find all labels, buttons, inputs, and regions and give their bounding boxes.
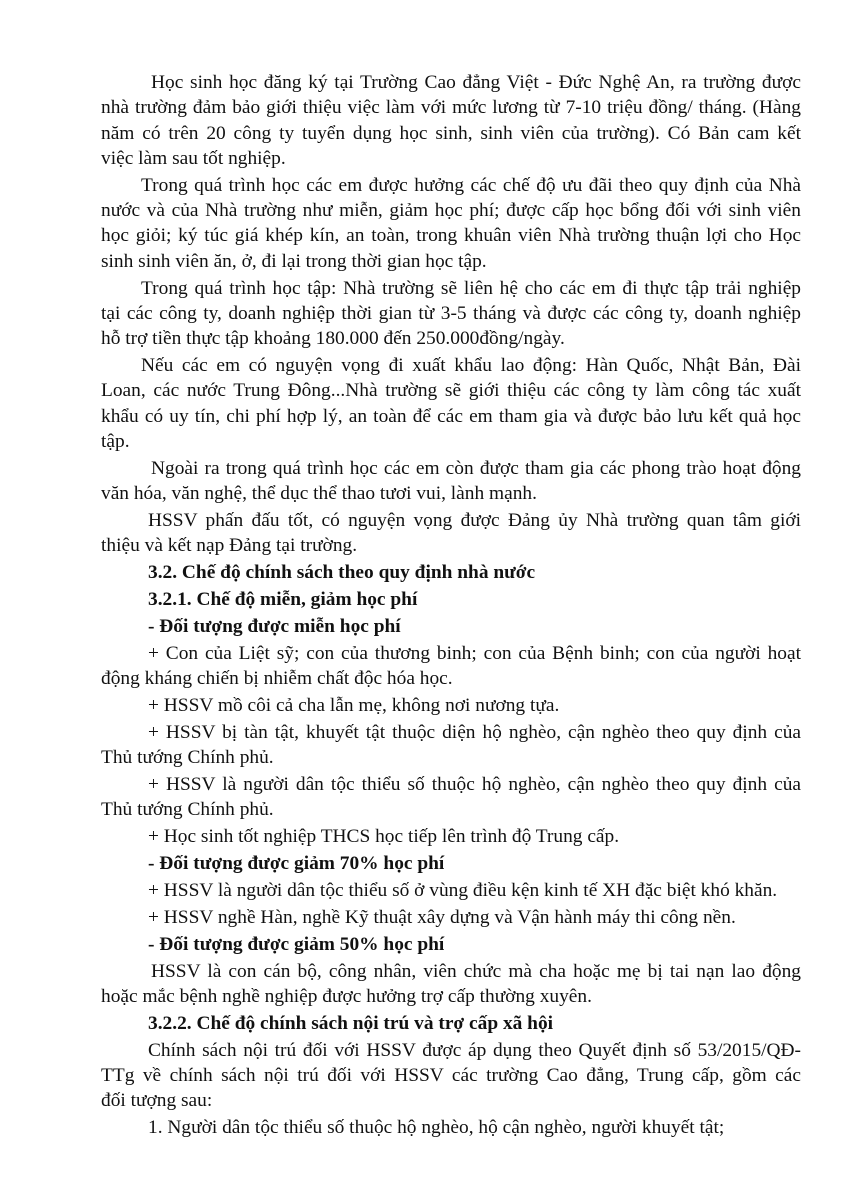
paragraph [101,693,801,718]
text-line: năm có trên 20 công ty tuyển dụng học sinh, sinh viên của trường). Có Bản cam kết [101,122,801,144]
paragraph [101,824,801,849]
text-line: + Học sinh tốt nghiệp THCS học tiếp lên trình độ Trung cấp. [148,826,620,848]
text-line: hỗ trợ tiền thực tập khoảng 180.000 đến 250.000đồng/ngày. [101,328,565,350]
text-line: + HSSV mồ côi cả cha lẫn mẹ, không nơi nương tựa. [148,695,560,717]
section-heading [101,1011,801,1036]
text-line: việc làm sau tốt nghiệp. [101,147,286,169]
text-line: 3.2.2. Chế độ chính sách nội trú và trợ cấp xã hội [148,1012,554,1034]
text-line: khẩu có uy tín, chi phí hợp lý, an toàn để các em tham gia và được bảo lưu kết quả học [101,405,801,427]
text-line: Chính sách nội trú đối với HSSV được áp dụng theo Quyết định số 53/2015/QĐ- [148,1039,801,1061]
text-line: Loan, các nước Trung Đông...Nhà trường sẽ giới thiệu các công ty làm công tác xuất [101,380,801,402]
text-line: hoặc mắc bệnh nghề nghiệp được hưởng trợ cấp thường xuyên. [101,986,592,1008]
text-line: TTg về chính sách nội trú đối với HSSV các trường Cao đẳng, Trung cấp, gồm các [101,1065,801,1087]
paragraph [101,508,801,559]
section-heading [101,614,801,639]
text-line: tại các công ty, doanh nghiệp thời gian từ 3-5 tháng và được các công ty, doanh nghiệp [101,302,801,324]
section-heading [101,851,801,876]
paragraph [101,353,801,454]
paragraph [101,173,801,274]
text-line: Ngoài ra trong quá trình học các em còn được tham gia các phong trào hoạt động [151,457,801,479]
section-heading [101,560,801,585]
paragraph [101,1115,801,1140]
paragraph [101,772,801,823]
text-line: nước và của Nhà trường như miễn, giảm học phí; được cấp học bổng đối với sinh viên [101,200,801,222]
paragraph [101,456,801,507]
text-line: đối tượng sau: [101,1090,213,1112]
text-line: Thủ tướng Chính phủ. [101,747,274,769]
text-line: - Đối tượng được giảm 50% học phí [148,933,445,955]
text-line: tập. [101,430,130,452]
text-line: + HSSV là người dân tộc thiểu số thuộc hộ nghèo, cận nghèo theo quy định của [148,774,801,796]
paragraph [101,878,801,903]
text-line: Trong quá trình học các em được hưởng các chế độ ưu đãi theo quy định của Nhà [141,174,801,196]
text-line: 1. Người dân tộc thiểu số thuộc hộ nghèo, hộ cận nghèo, người khuyết tật; [148,1117,725,1139]
paragraph [101,720,801,771]
text-line: + HSSV nghề Hàn, nghề Kỹ thuật xây dựng và Vận hành máy thi công nền. [148,907,736,928]
text-line: thiệu và kết nạp Đảng tại trường. [101,535,358,557]
text-line: + HSSV bị tàn tật, khuyết tật thuộc diện hộ nghèo, cận nghèo theo quy định của [148,721,801,743]
text-line: - Đối tượng được miễn học phí [148,615,401,637]
text-line: 3.2. Chế độ chính sách theo quy định nhà nước [148,562,536,584]
paragraph [101,276,801,352]
document-page [101,70,801,1142]
text-line: sinh sinh viên ăn, ở, đi lại trong thời gian học tập. [101,250,487,272]
section-heading [101,932,801,957]
paragraph [101,905,801,930]
paragraph [101,959,801,1010]
text-line: Nếu các em có nguyện vọng đi xuất khẩu lao động: Hàn Quốc, Nhật Bản, Đài [141,355,801,377]
section-heading [101,587,801,612]
text-line: Học sinh học đăng ký tại Trường Cao đẳng Việt - Đức Nghệ An, ra trường được [151,72,801,93]
paragraph [101,70,801,171]
text-line: nhà trường đảm bảo giới thiệu việc làm với mức lương từ 7-10 triệu đồng/ tháng. (Hàng [101,97,801,119]
text-line: học giỏi; ký túc giá khép kín, an toàn, trong khuân viên Nhà trường thuận lợi cho Học [101,225,801,247]
text-line: văn hóa, văn nghệ, thể dục thể thao tươi vui, lành mạnh. [101,483,537,505]
paragraph [101,1038,801,1114]
text-line: 3.2.1. Chế độ miễn, giảm học phí [148,589,418,611]
text-line: Thủ tướng Chính phủ. [101,799,274,821]
text-line: động kháng chiến bị nhiễm chất độc hóa học. [101,668,453,690]
text-line: + Con của Liệt sỹ; con của thương binh; con của Bệnh binh; con của người hoạt [148,642,801,664]
text-line: - Đối tượng được giảm 70% học phí [148,853,445,875]
text-line: Trong quá trình học tập: Nhà trường sẽ liên hệ cho các em đi thực tập trải nghiệp [141,277,801,299]
text-line: HSSV phấn đấu tốt, có nguyện vọng được Đảng ủy Nhà trường quan tâm giới [148,510,801,532]
paragraph [101,641,801,692]
text-line: HSSV là con cán bộ, công nhân, viên chức mà cha hoặc mẹ bị tai nạn lao động [151,960,801,982]
text-line: + HSSV là người dân tộc thiểu số ở vùng điều kện kinh tế XH đặc biệt khó khăn. [148,880,778,902]
